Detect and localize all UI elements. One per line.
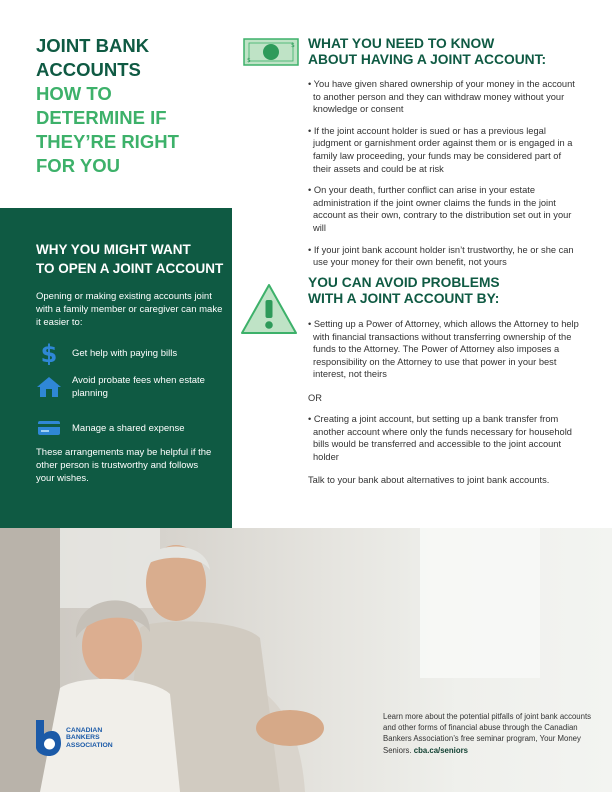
panel-heading-line: WHY YOU MIGHT WANT xyxy=(36,242,191,257)
logo-text-line: BANKERS xyxy=(66,734,100,742)
need-to-know-heading xyxy=(308,36,588,68)
talk-to-bank-text: Talk to your bank about alternatives to joint bank accounts. xyxy=(308,475,550,485)
avoid-problems-heading xyxy=(308,275,588,307)
credit-card-icon xyxy=(36,416,62,440)
benefit-label: Get help with paying bills xyxy=(72,347,178,359)
benefit-item xyxy=(36,416,226,440)
avoid-list xyxy=(308,413,580,472)
subtitle-line: DETERMINE IF xyxy=(36,107,167,128)
need-to-know-list xyxy=(308,78,580,278)
seniors-link[interactable]: cba.ca/seniors xyxy=(413,745,468,755)
avoid-list xyxy=(308,318,580,390)
benefit-label: Manage a shared expense xyxy=(72,422,185,434)
subtitle-line: HOW TO xyxy=(36,83,112,104)
list-item: • On your death, further conflict can arise in your estate administration if the joint owner claims the funds in the joint account as their own, contrary to the distribution set out in your will xyxy=(308,184,580,234)
benefit-label: Avoid probate fees when estate planning xyxy=(72,375,205,399)
svg-text:$: $ xyxy=(291,42,295,49)
banknote-icon xyxy=(243,38,299,71)
list-item: • Creating a joint account, but setting up a bank transfer from another account where only the funds necessary for household bills would be transferred and accessible to the joint account holder xyxy=(308,413,580,463)
dollar-sign-icon xyxy=(36,341,62,365)
panel-outro: These arrangements may be helpful if the other person is trustworthy and follows your wishes. xyxy=(36,447,212,484)
panel-intro: Opening or making existing accounts joint with a family member or caregiver can make it easier to: xyxy=(36,291,223,328)
svg-text:$: $ xyxy=(40,341,58,365)
subtitle-line: FOR YOU xyxy=(36,155,120,176)
house-icon xyxy=(36,375,62,399)
benefit-item xyxy=(36,341,226,365)
list-item: • Setting up a Power of Attorney, which allows the Attorney to help with financial transactions without transferring ownership of the funds to the Attorney. The Power of Attorney also imposes a responsibility on the Attorney to use that power in your best interest, not theirs xyxy=(308,318,580,381)
heading-line: WITH A JOINT ACCOUNT BY: xyxy=(308,291,500,306)
logo-text-line: CANADIAN xyxy=(66,726,103,734)
or-separator: OR xyxy=(308,393,322,403)
cba-logo xyxy=(32,718,113,758)
svg-text:$: $ xyxy=(247,57,251,64)
list-item: • If the joint account holder is sued or has a previous legal judgment or garnishment order against them or is engaged in a family law proceeding, your funds may be considered part of their assets and could be at risk xyxy=(308,125,580,175)
panel-heading-line: TO OPEN A JOINT ACCOUNT xyxy=(36,261,224,276)
list-item: • You have given shared ownership of your money in the account to another person and they can withdraw money without your knowledge or consent xyxy=(308,78,580,116)
panel-heading xyxy=(36,240,226,278)
logo-text-line: ASSOCIATION xyxy=(66,741,113,749)
cba-logo-mark xyxy=(32,718,62,758)
warning-icon xyxy=(239,282,299,341)
learn-more-text xyxy=(383,711,593,756)
benefit-item xyxy=(36,374,226,400)
why-joint-account-panel xyxy=(0,208,232,528)
learn-more-body: Learn more about the potential pitfalls of joint bank accounts and other forms of financial abuse through the Canadian Bankers Association’s free seminar program, Your Money Seniors. xyxy=(383,712,592,755)
logo-wordmark xyxy=(66,727,113,749)
subtitle-line: THEY’RE RIGHT xyxy=(36,131,179,152)
title-line: ACCOUNTS xyxy=(36,59,141,80)
heading-line: WHAT YOU NEED TO KNOW xyxy=(308,36,495,51)
page-title xyxy=(36,34,216,178)
title-line: JOINT BANK xyxy=(36,35,150,56)
heading-line: YOU CAN AVOID PROBLEMS xyxy=(308,275,500,290)
heading-line: ABOUT HAVING A JOINT ACCOUNT: xyxy=(308,52,547,67)
list-item: • If your joint bank account holder isn’t trustworthy, he or she can use your money for their own benefit, not yours xyxy=(308,244,580,269)
